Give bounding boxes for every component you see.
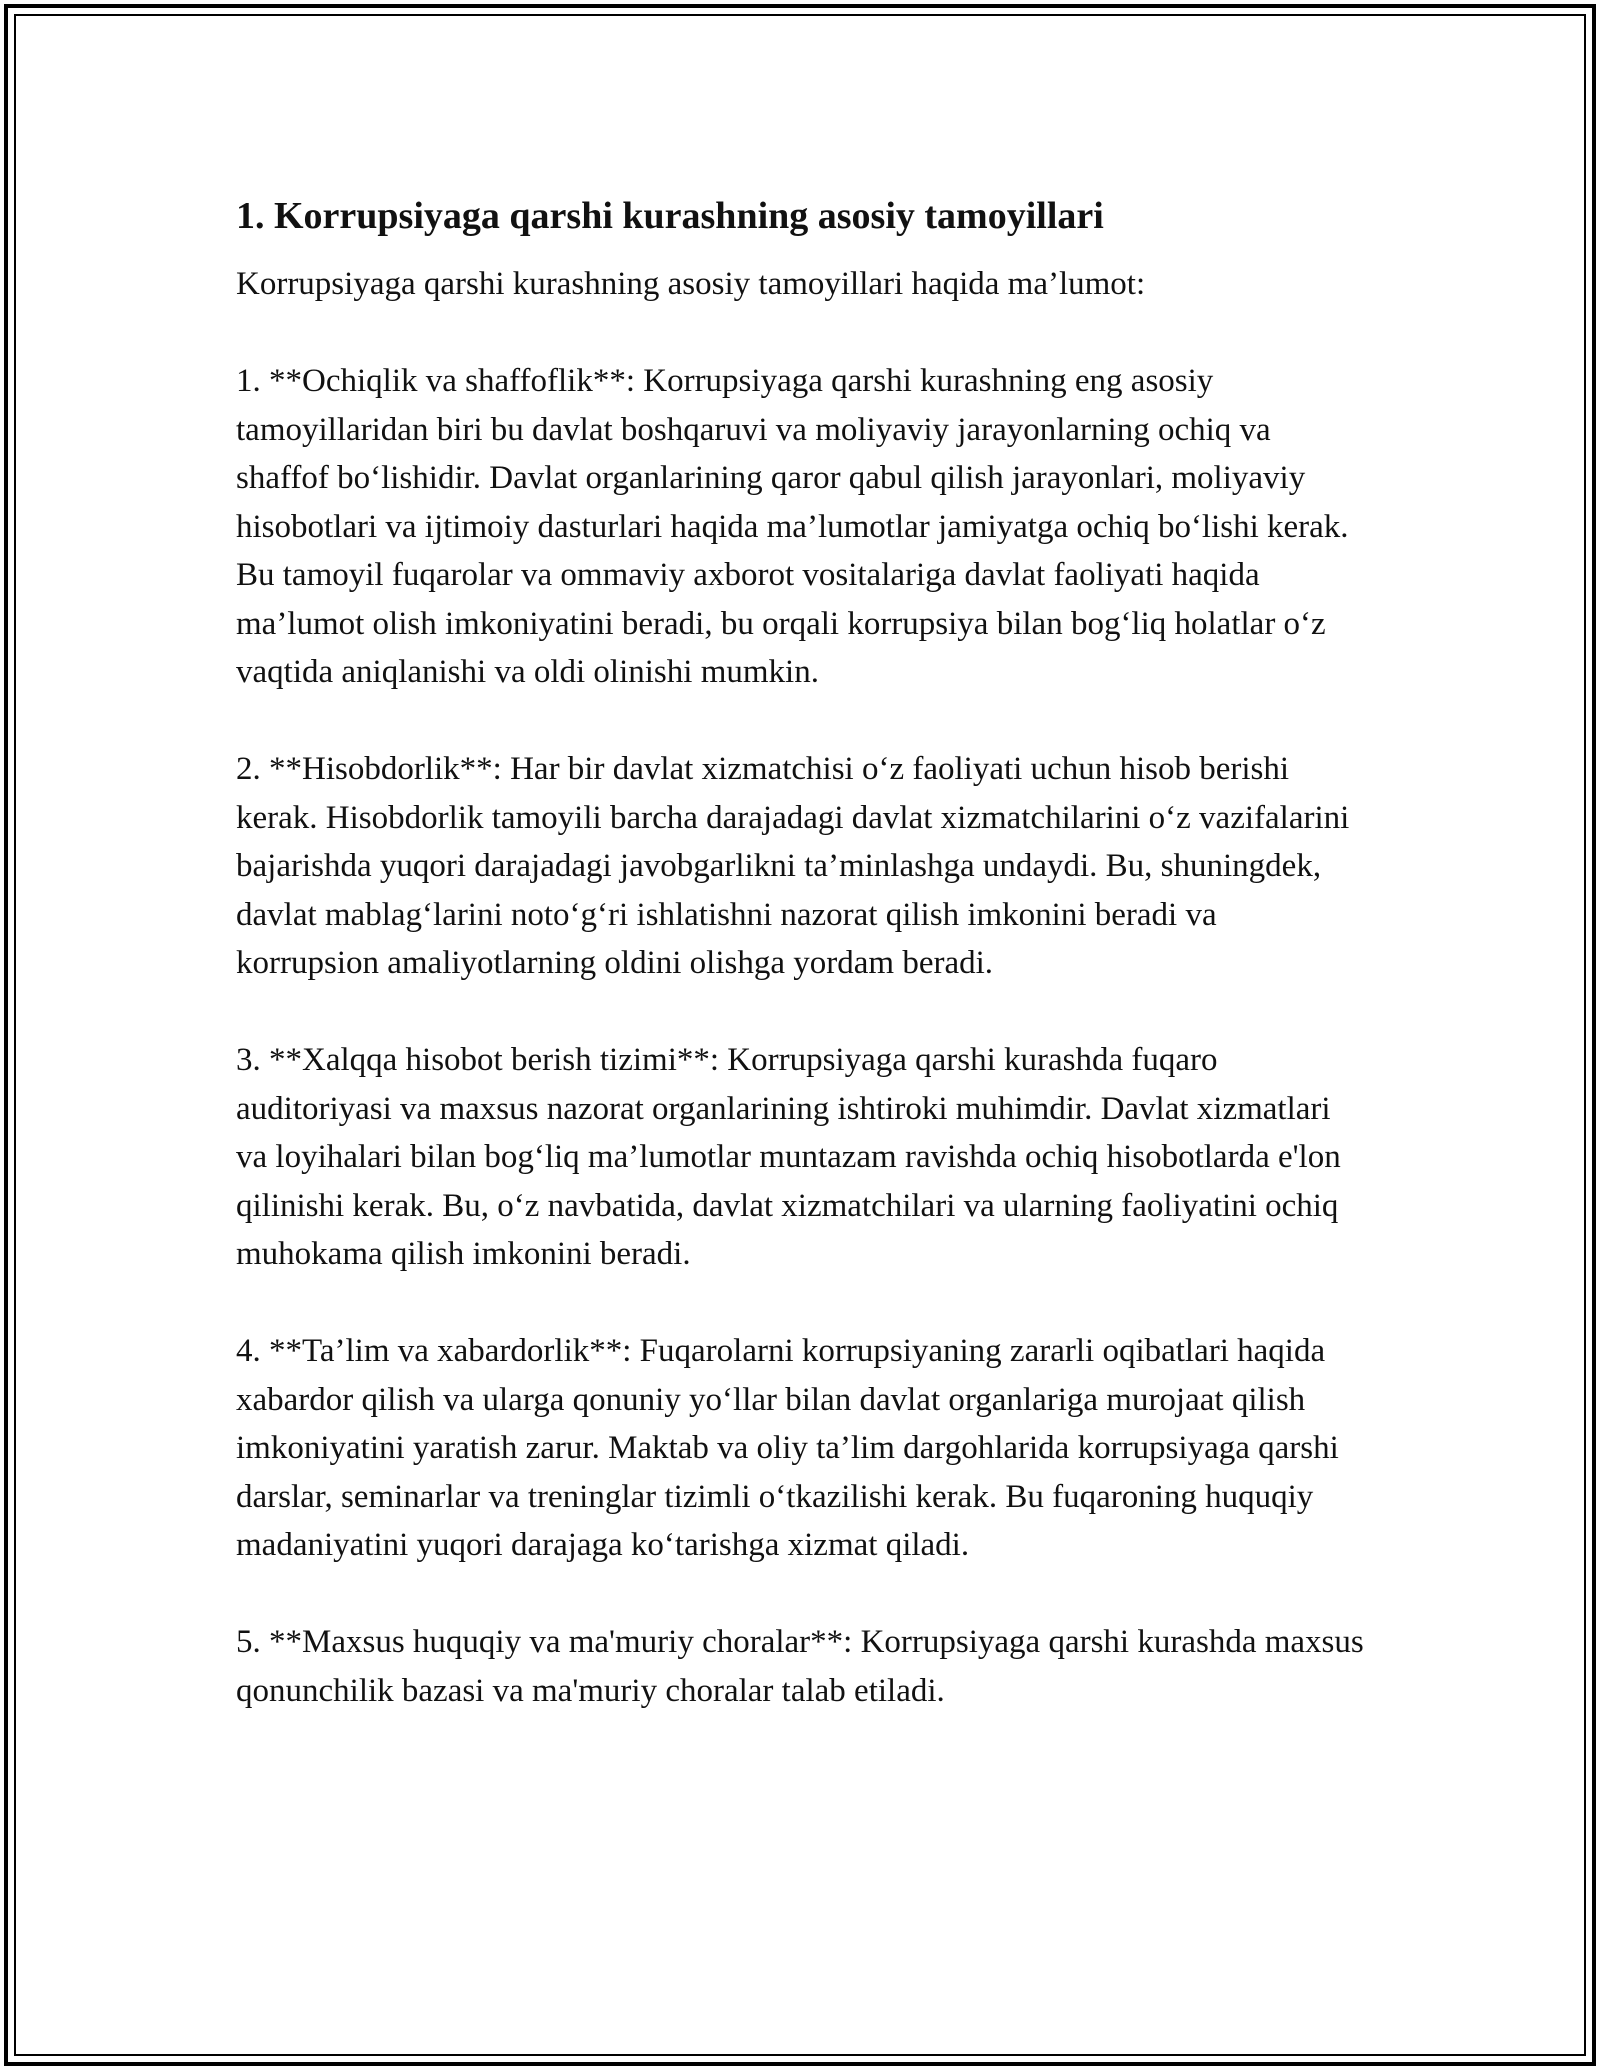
principle-paragraph-5: 5. **Maxsus huquqiy va ma'muriy choralar**: Korrupsiyaga qarshi kurashda maxsus qonunchilik bazasi va ma'muriy choralar talab etiladi. — [236, 1624, 1364, 1709]
principle-paragraph-1: 1. **Ochiqlik va shaffoflik**: Korrupsiyaga qarshi kurashning eng asosiy tamoyillaridan biri bu davlat boshqaruvi va moliyaviy jarayonlarning ochiq va shaffof bo‘lishidir. Davlat organlarining qaror qabul qilish jarayonlari, moliyaviy hisobotlari va ijtimoiy dasturlari haqida ma’lumotlar jamiyatga ochiq bo‘lishi kerak. Bu tamoyil fuqarolar va ommaviy axborot vositalariga davlat faoliyati haqida ma’lumot olish imkoniyatini beradi, bu orqali korrupsiya bilan bog‘liq holatlar o‘z vaqtida aniqlanishi va oldi olinishi mumkin. — [236, 363, 1349, 690]
intro-paragraph: Korrupsiyaga qarshi kurashning asosiy tamoyillari haqida ma’lumot: — [236, 266, 1146, 302]
document-title: 1. Korrupsiyaga qarshi kurashning asosiy tamoyillari — [236, 195, 1104, 237]
principle-paragraph-2: 2. **Hisobdorlik**: Har bir davlat xizmatchisi o‘z faoliyati uchun hisob berishi kerak. Hisobdorlik tamoyili barcha darajadagi davlat xizmatchilarini o‘z vazifalarini bajarishda yuqori darajadagi javobgarlikni ta’minlashga undaydi. Bu, shuningdek, davlat mablag‘larini noto‘g‘ri ishlatishni nazorat qilish imkonini beradi va korrupsion amaliyotlarning oldini olishga yordam beradi. — [236, 751, 1350, 981]
document-body — [236, 190, 1366, 1715]
principle-paragraph-3: 3. **Xalqqa hisobot berish tizimi**: Korrupsiyaga qarshi kurashda fuqaro auditoriyasi va maxsus nazorat organlarining ishtiroki muhimdir. Davlat xizmatlari va loyihalari bilan bog‘liq ma’lumotlar muntazam ravishda ochiq hisobotlarda e'lon qilinishi kerak. Bu, o‘z navbatida, davlat xizmatchilari va ularning faoliyatini ochiq muhokama qilish imkonini beradi. — [236, 1042, 1341, 1272]
principle-paragraph-4: 4. **Ta’lim va xabardorlik**: Fuqarolarni korrupsiyaning zararli oqibatlari haqida xabardor qilish va ularga qonuniy yo‘llar bilan davlat organlariga murojaat qilish imkoniyatini yaratish zarur. Maktab va oliy ta’lim dargohlarida korrupsiyaga qarshi darslar, seminarlar va treninglar tizimli o‘tkazilishi kerak. Bu fuqaroning huquqiy madaniyatini yuqori darajaga ko‘tarishga xizmat qiladi. — [236, 1333, 1339, 1563]
